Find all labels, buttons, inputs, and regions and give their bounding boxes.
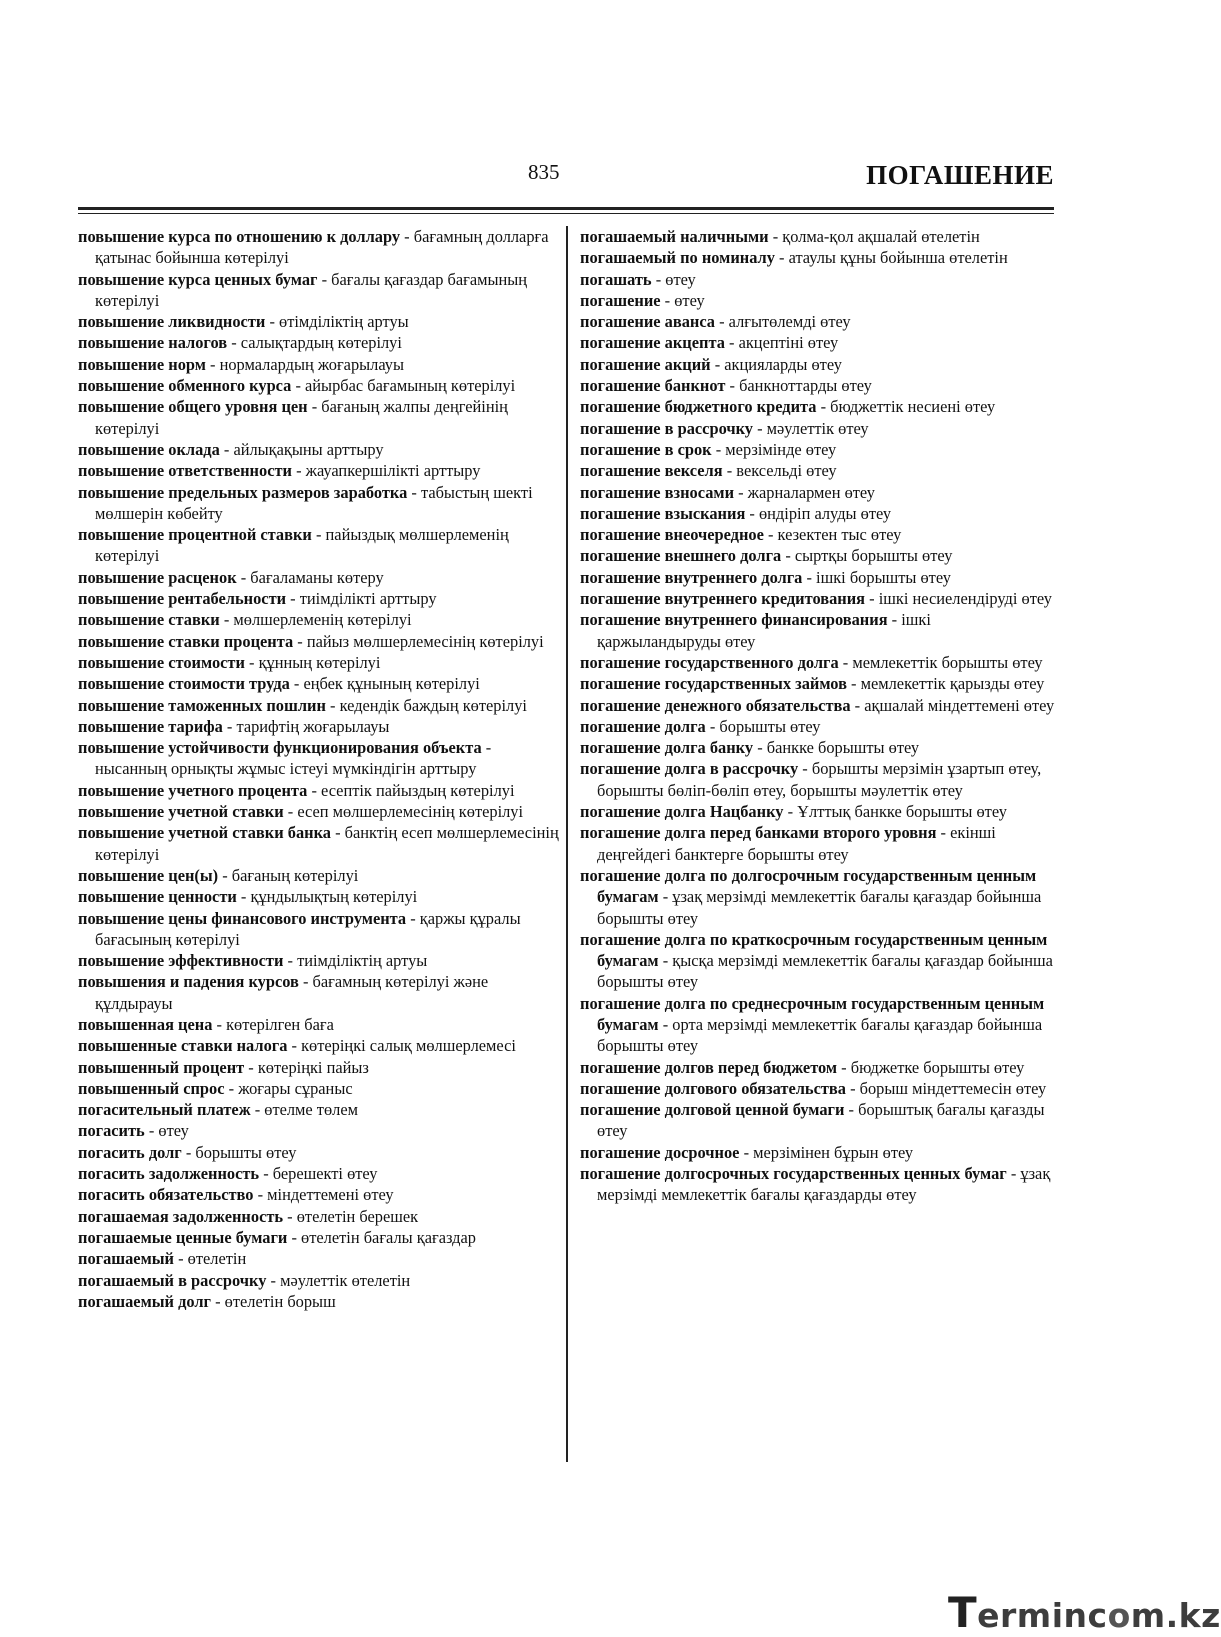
entry-definition: қаржы құралы бағасының көтерілуі bbox=[95, 908, 521, 949]
dictionary-entry: погасить - өтеу bbox=[78, 1121, 189, 1141]
dictionary-entry: погашение акцепта - акцептіні өтеу bbox=[580, 333, 839, 353]
dictionary-entry: повышение процентной ставки - пайыздық мөлшерлеменің көтерілуі bbox=[78, 525, 509, 566]
dictionary-entry: погашение аванса - алғытөлемді өтеу bbox=[580, 312, 851, 332]
dictionary-entry: погашаемый долг - өтелетін борыш bbox=[78, 1291, 336, 1311]
entry-term: погашение государственного долга bbox=[580, 652, 839, 672]
entry-definition: өтелме төлем bbox=[264, 1100, 358, 1120]
watermark-part-a: ermin bbox=[977, 1596, 1088, 1635]
entry-term: повышение курса ценных бумаг bbox=[78, 269, 318, 289]
entry-term: погашение денежного обязательства bbox=[580, 695, 851, 715]
entry-definition: қысқа мерзімді мемлекеттік бағалы қағаздар бойынша борышты өтеу bbox=[597, 951, 1053, 992]
entry-definition: бағаламаны көтеру bbox=[250, 567, 384, 587]
entry-term: погашение долгосрочных государственных ценных бумаг bbox=[580, 1164, 1007, 1184]
dictionary-entry: погашаемый - өтелетін bbox=[78, 1249, 247, 1269]
entry-term: погашение bbox=[580, 290, 661, 310]
entry-term: погашаемый по номиналу bbox=[580, 248, 775, 268]
dictionary-entry: погашение долга перед банками второго уровня - екінші деңгейдегі банктерге борышты өтеу bbox=[580, 823, 996, 864]
entry-definition: акцияларды өтеу bbox=[724, 354, 842, 374]
entry-definition: акцептіні өтеу bbox=[738, 333, 839, 353]
entry-term: погашение досрочное bbox=[580, 1142, 740, 1162]
entry-term: повышение стоимости труда bbox=[78, 674, 290, 694]
entry-term: погашаемый в рассрочку bbox=[78, 1270, 267, 1290]
dictionary-entry: повышение обменного курса - айырбас бағамының көтерілуі bbox=[78, 376, 516, 396]
entry-term: повышение учетной ставки банка bbox=[78, 823, 331, 843]
dictionary-entry: повышение оклада - айлықақыны арттыру bbox=[78, 439, 384, 459]
dictionary-entry: погашаемые ценные бумаги - өтелетін бағалы қағаздар bbox=[78, 1227, 476, 1247]
entry-term: повышение ликвидности bbox=[78, 312, 266, 332]
entry-definition: мерзімінде өтеу bbox=[725, 439, 837, 459]
entry-definition: құндылықтың көтерілуі bbox=[250, 887, 418, 907]
entry-definition: ішкі борышты өтеу bbox=[816, 567, 951, 587]
dictionary-entry: погашение акций - акцияларды өтеу bbox=[580, 354, 842, 374]
entry-term: повышение цены финансового инструмента bbox=[78, 908, 407, 928]
dictionary-entry: повышение ставки - мөлшерлеменің көтерілуі bbox=[78, 610, 412, 630]
entry-definition: банкке борышты өтеу bbox=[766, 738, 920, 758]
entry-term: погашаемые ценные бумаги bbox=[78, 1227, 288, 1247]
entry-term: погашать bbox=[580, 269, 652, 289]
dictionary-entry: повышение ставки процента - пайыз мөлшерлемесінің көтерілуі bbox=[78, 631, 544, 651]
entry-definition: сыртқы борышты өтеу bbox=[794, 546, 953, 566]
dictionary-entry: повышение учетной ставки - есеп мөлшерлемесінің көтерілуі bbox=[78, 802, 524, 822]
dictionary-entry: погашение долга - борышты өтеу bbox=[580, 716, 821, 736]
entry-definition: ұзақ мерзімді мемлекеттік бағалы қағаздар бойынша борышты өтеу bbox=[597, 887, 1042, 928]
dictionary-entry: погашение долговой ценной бумаги - борыштық бағалы қағазды өтеу bbox=[580, 1100, 1045, 1141]
dictionary-entry: погашение внутреннего кредитования - ішкі несиелендіруді өтеу bbox=[580, 589, 1052, 609]
entry-definition: берешекті өтеу bbox=[272, 1164, 378, 1184]
dictionary-entry: повышение курса ценных бумаг - бағалы қағаздар бағамының көтерілуі bbox=[78, 269, 528, 310]
entry-definition: өтелетін bbox=[187, 1249, 247, 1269]
entry-definition: жоғары сұраныс bbox=[238, 1078, 353, 1098]
dictionary-entry: погашение долга по долгосрочным государственным ценным бумагам - ұзақ мерзімді мемлекеттік бағалы қағаздар бойынша борышты өтеу bbox=[580, 865, 1042, 928]
entry-definition: алғытөлемді өтеу bbox=[728, 312, 851, 332]
entry-definition: орта мерзімді мемлекеттік бағалы қағаздар бойынша борышты өтеу bbox=[597, 1014, 1043, 1056]
entry-definition: өтелетін берешек bbox=[296, 1206, 419, 1226]
entry-term: погасительный платеж bbox=[78, 1100, 251, 1120]
entry-term: повышение предельных размеров заработка bbox=[78, 482, 408, 502]
dictionary-entry: погашение государственного долга - мемлекеттік борышты өтеу bbox=[580, 652, 1043, 672]
dictionary-entry: погашение внутреннего финансирования - ішкі қаржыландыруды өтеу bbox=[580, 610, 931, 651]
entry-term: погасить задолженность bbox=[78, 1164, 260, 1184]
entry-definition: жауапкершілікті арттыру bbox=[305, 461, 481, 481]
dictionary-entry: повышение курса по отношению к доллару - бағамның долларға қатынас бойынша көтерілуі bbox=[78, 227, 549, 268]
entry-definition: пайыздық мөлшерлеменің көтерілуі bbox=[95, 525, 509, 566]
entry-term: погашение долгового обязательства bbox=[580, 1078, 846, 1098]
entry-term: повышения и падения курсов bbox=[78, 972, 299, 992]
entry-definition: мерзімінен бұрын өтеу bbox=[753, 1142, 914, 1162]
dictionary-entry: повышение учетной ставки банка - банктің есеп мөлшерлемесінің көтерілуі bbox=[78, 823, 559, 864]
entry-definition: бюджеттік несиені өтеу bbox=[830, 397, 996, 417]
entry-definition: нормалардың жоғарылауы bbox=[219, 354, 404, 374]
entry-definition: өндіріп алуды өтеу bbox=[758, 503, 892, 523]
entry-definition: банкноттарды өтеу bbox=[739, 376, 872, 396]
entry-definition: ұзақ мерзімді мемлекеттік бағалы қағаздарды өтеу bbox=[597, 1164, 1051, 1205]
entry-definition: мәулеттік өтеу bbox=[766, 418, 869, 438]
entry-definition: мемлекеттік қарызды өтеу bbox=[860, 674, 1045, 694]
entry-term: погашение долга перед банками второго уровня bbox=[580, 823, 937, 843]
entry-term: погашение внутреннего кредитования bbox=[580, 589, 866, 609]
dictionary-entry: погасить задолженность - берешекті өтеу bbox=[78, 1164, 378, 1184]
entry-definition: бюджетке борышты өтеу bbox=[850, 1057, 1025, 1077]
entry-definition: құнның көтерілуі bbox=[258, 652, 381, 672]
dictionary-entry: погашение внеочередное - кезектен тыс өтеу bbox=[580, 525, 902, 545]
entry-term: погашение в срок bbox=[580, 439, 712, 459]
entry-term: погашение акций bbox=[580, 354, 711, 374]
dictionary-entry: погашаемая задолженность - өтелетін берешек bbox=[78, 1206, 419, 1226]
left-column bbox=[78, 226, 560, 1312]
dictionary-entry: повышение норм - нормалардың жоғарылауы bbox=[78, 354, 404, 374]
entry-definition: мөлшерлеменің көтерілуі bbox=[233, 610, 412, 630]
dictionary-entry: погашение досрочное - мерзімінен бұрын өтеу bbox=[580, 1142, 914, 1162]
watermark-part-b: c bbox=[1087, 1596, 1108, 1635]
entry-term: погашение долга по среднесрочным государственным ценным бумагам bbox=[580, 993, 1045, 1034]
entry-definition: борышты өтеу bbox=[719, 716, 821, 736]
entry-term: повышение ответственности bbox=[78, 461, 292, 481]
entry-term: повышение процентной ставки bbox=[78, 525, 312, 545]
entry-definition: көтерілген баға bbox=[226, 1014, 334, 1034]
entry-definition: айырбас бағамының көтерілуі bbox=[305, 376, 516, 396]
entry-definition: пайыз мөлшерлемесінің көтерілуі bbox=[306, 631, 544, 651]
entry-definition: нысанның орнықты жұмыс істеуі мүмкіндігін арттыру bbox=[95, 759, 477, 779]
entry-term: повышение норм bbox=[78, 354, 206, 374]
dictionary-entry: погашение внешнего долга - сыртқы борышты өтеу bbox=[580, 546, 953, 566]
dictionary-entry: погашение векселя - вексельді өтеу bbox=[580, 461, 837, 481]
entry-term: повышение стоимости bbox=[78, 652, 245, 672]
entry-term: повышение таможенных пошлин bbox=[78, 695, 326, 715]
dictionary-entry: погашение долга банку - банкке борышты өтеу bbox=[580, 738, 920, 758]
header-rule-thick bbox=[78, 207, 1054, 210]
dictionary-entry: погашение долга Нацбанку - Ұлттық банкке борышты өтеу bbox=[580, 802, 1007, 822]
dictionary-entry: погашение банкнот - банкноттарды өтеу bbox=[580, 376, 872, 396]
dictionary-entry: повышение расценок - бағаламаны көтеру bbox=[78, 567, 384, 587]
entry-term: погашение долга банку bbox=[580, 738, 754, 758]
entry-term: погашение в рассрочку bbox=[580, 418, 753, 438]
entry-definition: борыш міндеттемесін өтеу bbox=[859, 1078, 1047, 1098]
entry-term: повышенный спрос bbox=[78, 1078, 225, 1098]
entry-definition: өтеу bbox=[158, 1121, 189, 1141]
entry-term: повышение оклада bbox=[78, 439, 220, 459]
dictionary-entry: погашаемый по номиналу - атаулы құны бойынша өтелетін bbox=[580, 248, 1008, 268]
entry-term: погашение акцепта bbox=[580, 333, 725, 353]
entry-term: погашение взыскания bbox=[580, 503, 746, 523]
entry-definition: вексельді өтеу bbox=[736, 461, 837, 481]
dictionary-entry: погасительный платеж - өтелме төлем bbox=[78, 1100, 358, 1120]
entry-term: погашение взносами bbox=[580, 482, 735, 502]
entry-definition: кедендік баждың көтерілуі bbox=[339, 695, 527, 715]
dictionary-entry: повышение ценности - құндылықтың көтерілуі bbox=[78, 887, 418, 907]
entry-definition: тарифтің жоғарылауы bbox=[236, 716, 390, 736]
entry-definition: ақшалай міндеттемені өтеу bbox=[864, 695, 1055, 715]
dictionary-entry: погашение долгосрочных государственных ценных бумаг - ұзақ мерзімді мемлекеттік бағалы қағаздарды өтеу bbox=[580, 1164, 1051, 1205]
dictionary-entry: повышение общего уровня цен - бағаның жалпы деңгейінің көтерілуі bbox=[78, 397, 508, 438]
entry-term: погашение долга по долгосрочным государственным ценным бумагам bbox=[580, 865, 1037, 907]
dictionary-entry: повышение устойчивости функционирования объекта - нысанның орнықты жұмыс істеуі мүмкіндігін арттыру bbox=[78, 738, 492, 779]
entry-term: погашение долгов перед бюджетом bbox=[580, 1057, 838, 1077]
entry-term: повышенный процент bbox=[78, 1057, 245, 1077]
dictionary-entry: погашение взносами - жарналармен өтеу bbox=[580, 482, 875, 502]
entry-term: повышение расценок bbox=[78, 567, 237, 587]
entry-definition: екінші деңгейдегі банктерге борышты өтеу bbox=[597, 823, 996, 864]
entry-definition: атаулы құны бойынша өтелетін bbox=[788, 248, 1008, 268]
entry-term: погашение внешнего долга bbox=[580, 546, 782, 566]
entry-term: повышение обменного курса bbox=[78, 376, 292, 396]
dictionary-entry: погашение долга по среднесрочным государственным ценным бумагам - орта мерзімді мемлекеттік бағалы қағаздар бойынша борышты өтеу bbox=[580, 993, 1045, 1056]
dictionary-entry: погашение в рассрочку - мәулеттік өтеу bbox=[580, 418, 869, 438]
right-column bbox=[580, 226, 1056, 1206]
entry-definition: Ұлттық банкке борышты өтеу bbox=[797, 802, 1007, 822]
entry-term: повышение учетной ставки bbox=[78, 802, 284, 822]
entry-definition: есеп мөлшерлемесінің көтерілуі bbox=[297, 802, 524, 822]
entry-definition: ішкі несиелендіруді өтеу bbox=[878, 589, 1052, 609]
entry-term: погашаемый наличными bbox=[580, 227, 769, 246]
entry-definition: ішкі қаржыландыруды өтеу bbox=[597, 610, 931, 651]
entry-term: погашение долговой ценной бумаги bbox=[580, 1100, 845, 1120]
entry-definition: айлықақыны арттыру bbox=[233, 439, 384, 459]
dictionary-entry: повышенная цена - көтерілген баға bbox=[78, 1014, 334, 1034]
entry-definition: банктің есеп мөлшерлемесінің көтерілуі bbox=[95, 823, 559, 864]
entry-definition: бағаның жалпы деңгейінің көтерілуі bbox=[95, 397, 508, 438]
entry-term: повышение цен(ы) bbox=[78, 865, 219, 885]
entry-definition: тиімділікті арттыру bbox=[299, 589, 437, 609]
dictionary-entry: повышение учетного процента - есептік пайыздың көтерілуі bbox=[78, 780, 515, 800]
dictionary-entry: погашать - өтеу bbox=[580, 269, 696, 289]
dictionary-entry: повышение рентабельности - тиімділікті арттыру bbox=[78, 589, 437, 609]
entry-term: погашение внутреннего долга bbox=[580, 567, 803, 587]
entry-definition: жарналармен өтеу bbox=[747, 482, 875, 502]
entry-definition: бағамның көтерілуі және құлдырауы bbox=[95, 972, 489, 1013]
dictionary-entry: погасить обязательство - міндеттемені өтеу bbox=[78, 1185, 394, 1205]
dictionary-entry: повышение таможенных пошлин - кедендік баждың көтерілуі bbox=[78, 695, 527, 715]
entry-term: погасить долг bbox=[78, 1142, 182, 1162]
dictionary-entry: повышение стоимости труда - еңбек құнының көтерілуі bbox=[78, 674, 480, 694]
entry-term: погашение аванса bbox=[580, 312, 716, 332]
entry-definition: өтеу bbox=[665, 269, 696, 289]
dictionary-entry: погасить долг - борышты өтеу bbox=[78, 1142, 297, 1162]
entry-term: повышение учетного процента bbox=[78, 780, 308, 800]
entry-definition: өтелетін бағалы қағаздар bbox=[301, 1227, 476, 1247]
entry-definition: өтеу bbox=[674, 290, 705, 310]
entry-term: повышение общего уровня цен bbox=[78, 397, 308, 417]
watermark-part-c: m.kz bbox=[1130, 1596, 1221, 1635]
column-divider bbox=[566, 226, 568, 1462]
entry-term: погашение долга bbox=[580, 716, 706, 736]
entry-term: повышение курса по отношению к доллару bbox=[78, 227, 401, 246]
dictionary-entry: повышенный процент - көтеріңкі пайыз bbox=[78, 1057, 369, 1077]
entry-definition: салықтардың көтерілуі bbox=[240, 333, 402, 353]
page-number: 835 bbox=[528, 160, 560, 184]
dictionary-entry: погашение долгов перед бюджетом - бюджетке борышты өтеу bbox=[580, 1057, 1025, 1077]
entry-definition: кезектен тыс өтеу bbox=[777, 525, 902, 545]
dictionary-entry: повышение ликвидности - өтімділіктің артуы bbox=[78, 312, 409, 332]
entry-definition: мемлекеттік борышты өтеу bbox=[852, 652, 1043, 672]
section-title: ПОГАШЕНИЕ bbox=[866, 160, 1054, 190]
entry-definition: борыштық бағалы қағазды өтеу bbox=[597, 1100, 1045, 1141]
entry-definition: еңбек құнының көтерілуі bbox=[303, 674, 480, 694]
dictionary-entry: погашение долга по краткосрочным государственным ценным бумагам - қысқа мерзімді мемлекеттік бағалы қағаздар бойынша борышты өтеу bbox=[580, 929, 1053, 992]
entry-definition: бағамның долларға қатынас бойынша көтерілуі bbox=[95, 227, 549, 268]
entry-definition: табыстың шекті мөлшерін көбейту bbox=[95, 482, 533, 523]
entry-term: погашаемый долг bbox=[78, 1291, 211, 1311]
entry-term: повышение ценности bbox=[78, 887, 237, 907]
dictionary-entry: повышенные ставки налога - көтеріңкі салық мөлшерлемесі bbox=[78, 1036, 516, 1056]
dictionary-entry: повышение ответственности - жауапкершілікті арттыру bbox=[78, 461, 481, 481]
entry-term: повышение эффективности bbox=[78, 951, 284, 971]
entry-definition: бағалы қағаздар бағамының көтерілуі bbox=[95, 269, 528, 310]
dictionary-entry: погашаемый наличными - қолма-қол ақшалай өтелетін bbox=[580, 227, 980, 246]
header-rule-thin bbox=[78, 213, 1054, 214]
dictionary-entry: погашение - өтеу bbox=[580, 290, 705, 310]
dictionary-entry: погашаемый в рассрочку - мәулеттік өтелетін bbox=[78, 1270, 411, 1290]
entry-definition: міндеттемені өтеу bbox=[267, 1185, 394, 1205]
entry-term: погашаемый bbox=[78, 1249, 174, 1269]
entry-term: повышенные ставки налога bbox=[78, 1036, 288, 1056]
entry-term: погашение внеочередное bbox=[580, 525, 764, 545]
entry-definition: борышты мерзімін ұзартып өтеу, борышты бөліп-бөліп өтеу, борышты мәулеттік өтеу bbox=[597, 759, 1042, 800]
entry-definition: қолма-қол ақшалай өтелетін bbox=[782, 227, 980, 246]
entry-definition: көтеріңкі салық мөлшерлемесі bbox=[301, 1036, 516, 1056]
entry-term: погасить обязательство bbox=[78, 1185, 254, 1205]
entry-term: повышение ставки процента bbox=[78, 631, 294, 651]
entry-definition: мәулеттік өтелетін bbox=[280, 1270, 411, 1290]
entry-term: погасить bbox=[78, 1121, 145, 1141]
entry-term: повышение рентабельности bbox=[78, 589, 287, 609]
dictionary-entry: повышение налогов - салықтардың көтерілуі bbox=[78, 333, 402, 353]
dictionary-entry: погашение бюджетного кредита - бюджеттік несиені өтеу bbox=[580, 397, 996, 417]
entry-term: погашаемая задолженность bbox=[78, 1206, 284, 1226]
dictionary-entry: повышенный спрос - жоғары сұраныс bbox=[78, 1078, 353, 1098]
entry-term: погашение внутреннего финансирования bbox=[580, 610, 888, 630]
watermark-first-letter: T bbox=[948, 1588, 978, 1637]
dictionary-entry: повышение цены финансового инструмента - қаржы құралы бағасының көтерілуі bbox=[78, 908, 521, 949]
entry-term: погашение долга по краткосрочным государственным ценным бумагам bbox=[580, 929, 1048, 971]
entry-term: повышение налогов bbox=[78, 333, 228, 353]
entry-term: повышение устойчивости функционирования объекта bbox=[78, 738, 482, 758]
entry-term: погашение бюджетного кредита bbox=[580, 397, 817, 417]
dictionary-entry: повышения и падения курсов - бағамның көтерілуі және құлдырауы bbox=[78, 972, 489, 1013]
entry-term: повышение ставки bbox=[78, 610, 220, 630]
dictionary-entry: погашение в срок - мерзімінде өтеу bbox=[580, 439, 837, 459]
entry-definition: өтімділіктің артуы bbox=[279, 312, 409, 332]
dictionary-entry: погашение взыскания - өндіріп алуды өтеу bbox=[580, 503, 892, 523]
entry-definition: бағаның көтерілуі bbox=[231, 865, 359, 885]
dictionary-entry: погашение долгового обязательства - борыш міндеттемесін өтеу bbox=[580, 1078, 1047, 1098]
entry-term: повышение тарифа bbox=[78, 716, 223, 736]
entry-term: погашение государственных займов bbox=[580, 674, 847, 694]
dictionary-entry: повышение тарифа - тарифтің жоғарылауы bbox=[78, 716, 390, 736]
entry-term: погашение векселя bbox=[580, 461, 723, 481]
dictionary-entry: повышение эффективности - тиімділіктің артуы bbox=[78, 951, 428, 971]
entry-definition: көтеріңкі пайыз bbox=[257, 1057, 369, 1077]
dictionary-entry: повышение предельных размеров заработка - табыстың шекті мөлшерін көбейту bbox=[78, 482, 533, 523]
dictionary-entry: погашение государственных займов - мемлекеттік қарызды өтеу bbox=[580, 674, 1045, 694]
terminkom-watermark-logo bbox=[948, 1588, 1221, 1637]
entry-term: погашение банкнот bbox=[580, 376, 726, 396]
entry-term: погашение долга в рассрочку bbox=[580, 759, 799, 779]
entry-definition: тиімділіктің артуы bbox=[297, 951, 428, 971]
dictionary-entry: погашение денежного обязательства - ақшалай міндеттемені өтеу bbox=[580, 695, 1055, 715]
entry-definition: өтелетін борыш bbox=[224, 1291, 336, 1311]
dictionary-entry: погашение внутреннего долга - ішкі борышты өтеу bbox=[580, 567, 951, 587]
dictionary-entry: повышение стоимости - құнның көтерілуі bbox=[78, 652, 381, 672]
entry-term: погашение долга Нацбанку bbox=[580, 802, 784, 822]
entry-definition: борышты өтеу bbox=[195, 1142, 297, 1162]
dictionary-entry: погашение долга в рассрочку - борышты мерзімін ұзартып өтеу, борышты бөліп-бөліп өтеу, борышты мәулеттік өтеу bbox=[580, 759, 1042, 800]
watermark-circle-letter: o bbox=[1107, 1596, 1131, 1635]
entry-term: повышенная цена bbox=[78, 1014, 213, 1034]
entry-definition: есептік пайыздың көтерілуі bbox=[321, 780, 515, 800]
dictionary-entry: повышение цен(ы) - бағаның көтерілуі bbox=[78, 865, 359, 885]
